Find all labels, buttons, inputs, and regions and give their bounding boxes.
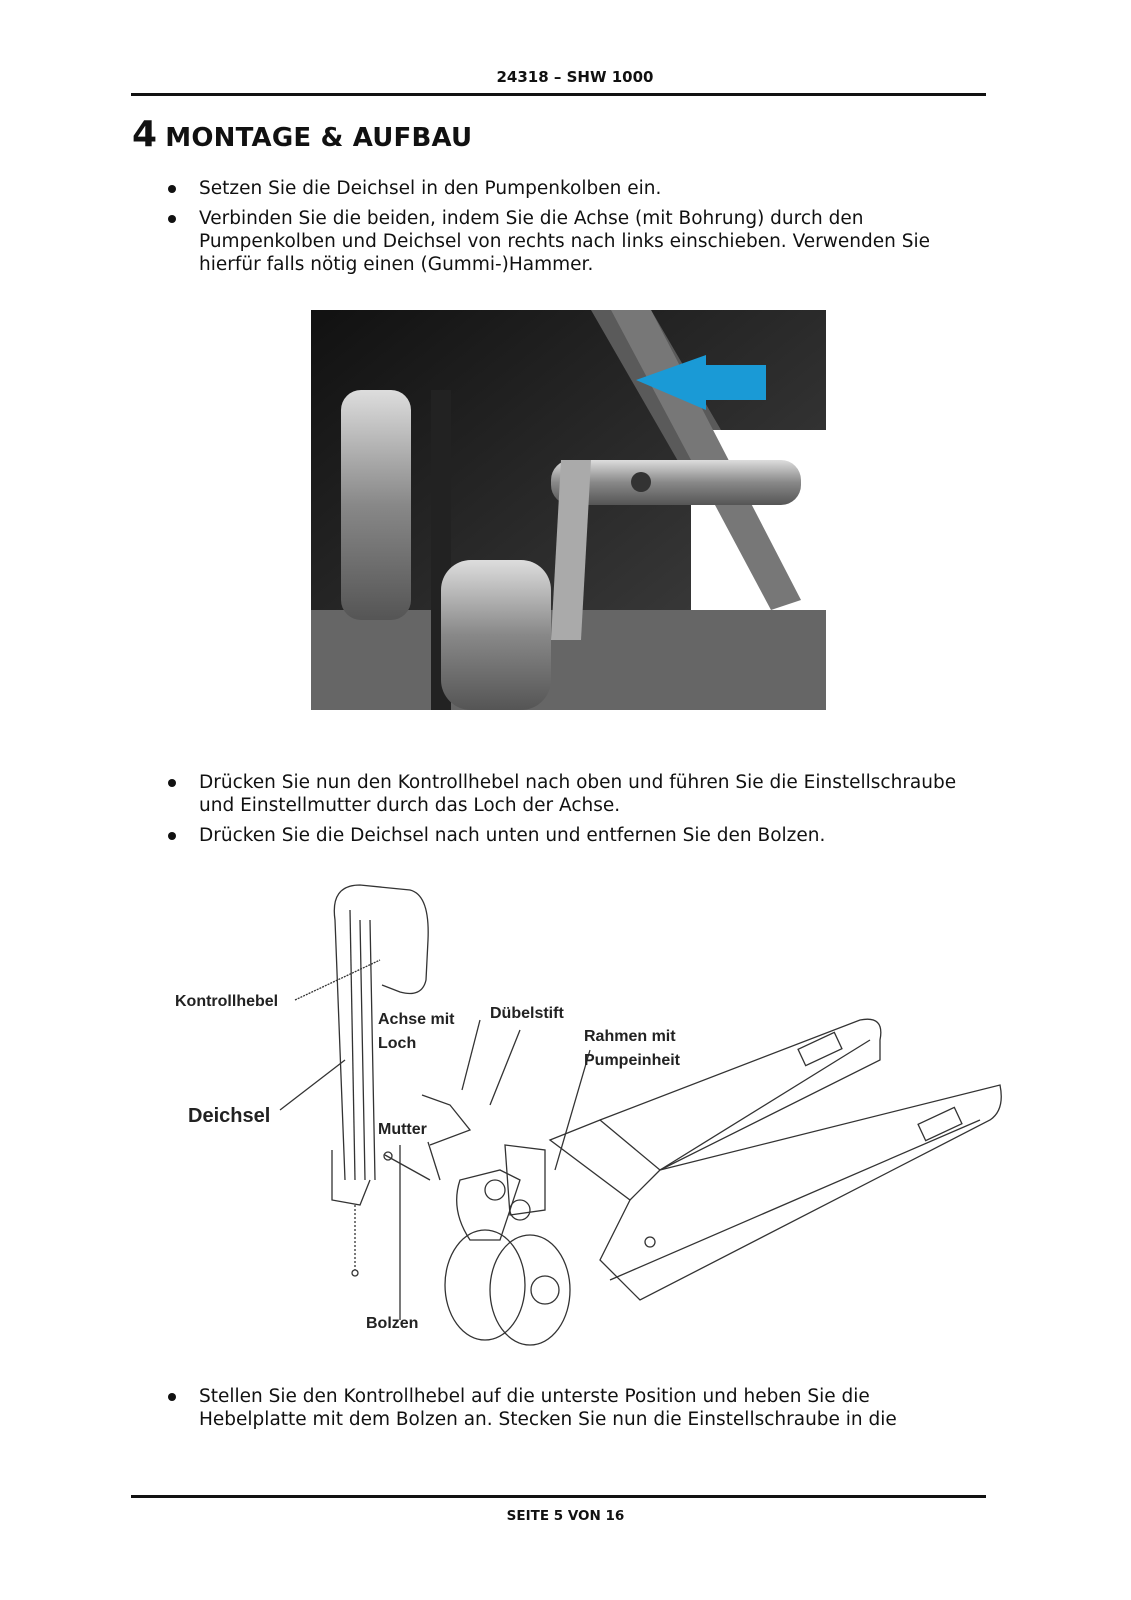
label-deichsel: Deichsel [188, 1105, 271, 1127]
section-heading [132, 114, 472, 155]
label-kontrollhebel: Kontrollhebel [175, 993, 279, 1010]
list-item: Verbinden Sie die beiden, indem Sie die Achse (mit Bohrung) durch den Pumpenkolben und Deichsel von rechts nach links einschieben. Verwenden Sie hierfür falls nötig einen (Gummi-)Hammer. [163, 207, 973, 276]
label-achse: Achse mit Loch [378, 1011, 455, 1052]
page-number: SEITE 5 VON 16 [506, 1508, 625, 1524]
bullet-list-2 [163, 771, 973, 854]
section-number: 4 [132, 114, 158, 155]
list-item: Stellen Sie den Kontrollhebel auf die unterste Position und heben Sie die Hebelplatte mit dem Bolzen an. Stecken Sie nun die Einstellschraube in die [163, 1385, 973, 1431]
assembly-photo [311, 310, 826, 710]
bullet-list-3 [163, 1385, 973, 1438]
footer-rule [131, 1495, 986, 1498]
list-item: Drücken Sie nun den Kontrollhebel nach oben und führen Sie die Einstellschraube und Einstellmutter durch das Loch der Achse. [163, 771, 973, 817]
bullet-list-1 [163, 177, 973, 283]
list-item: Drücken Sie die Deichsel nach unten und entfernen Sie den Bolzen. [163, 824, 973, 847]
document-header: 24318 – SHW 1000 [496, 68, 654, 86]
label-mutter: Mutter [378, 1121, 427, 1138]
label-duebelstift: Dübelstift [490, 1005, 564, 1022]
section-title: MONTAGE & AUFBAU [165, 123, 473, 153]
label-bolzen: Bolzen [366, 1315, 419, 1332]
header-rule [131, 93, 986, 96]
label-rahmen: Rahmen mit Pumpeinheit [584, 1028, 681, 1069]
list-item: Setzen Sie die Deichsel in den Pumpenkolben ein. [163, 177, 973, 200]
pallet-truck-diagram [160, 880, 1020, 1350]
